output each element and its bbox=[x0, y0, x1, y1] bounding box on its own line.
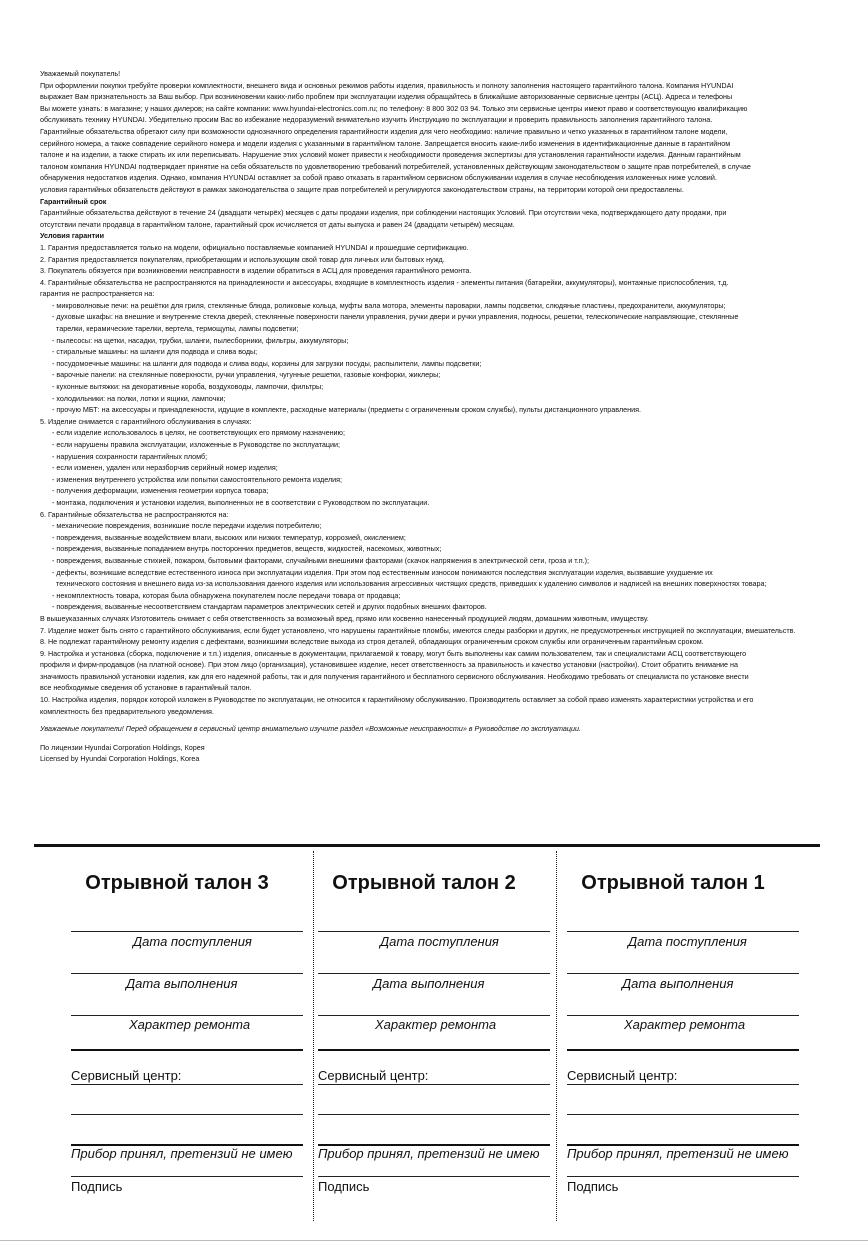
line-completed bbox=[318, 973, 550, 974]
text-line: - варочные панели: на стеклянные поверхности, ручки управления, чугунные решетки, газовые конфорки, жиклеры; bbox=[52, 370, 441, 380]
label-accepted: Прибор принял, претензий не имею bbox=[567, 1146, 789, 1161]
text-line: гарантия не распространяется на: bbox=[40, 289, 155, 299]
text-line: 3. Покупатель обязуется при возникновении неисправности в изделии обратиться в АСЦ для проведения гарантийного ремонта. bbox=[40, 266, 472, 276]
label-repair-type: Характер ремонта bbox=[624, 1017, 746, 1032]
text-line: - стиральные машины: на шланги для подвода и слива воды; bbox=[52, 347, 258, 357]
text-line: выражает Вам признательность за Ваш выбор. При возникновении каких-либо проблем при эксплуатации изделия обращайтесь в ближайшие авторизованные сервисные центры (АСЦ). Адреса и телефоны bbox=[40, 92, 733, 102]
text-line: обнаружения недостатков изделия. Однако, компания HYUNDAI оставляет за собой право отказать в гарантийном сервисном обслуживании изделия в случае несоблюдения изложенных ниже условий. bbox=[40, 173, 717, 183]
line-service-1 bbox=[567, 1084, 799, 1085]
line-service-2 bbox=[567, 1114, 799, 1115]
text-line: Уважаемые покупатели! Перед обращением в сервисный центр внимательно изучите раздел «Возможные неисправности» в Руководстве по эксплуатации. bbox=[40, 724, 581, 734]
text-line: - повреждения, вызванные воздействием влаги, высоких или низких температур, коррозией, окислением; bbox=[52, 532, 406, 542]
text-line: - повреждения, вызванные несоответствием стандартам параметров электрических сетей и других подобных внешних факторов. bbox=[52, 602, 487, 612]
label-received-date: Дата поступления bbox=[380, 934, 499, 949]
text-line: талоном компания HYUNDAI подтверждает принятие на себя обязательств по удовлетворению требований потребителей, установленных действующим законодательством о защите прав потребителей, в случае bbox=[40, 161, 751, 171]
text-line: - пылесосы: на щетки, насадки, трубки, шланги, пылесборники, фильтры, аккумуляторы; bbox=[52, 335, 349, 345]
text-line: - духовые шкафы: на внешние и внутренние стекла дверей, стеклянные поверхности панели управления, ручки двери и ручки управления, подносы, решетки, телескопические направляющие, стеклянные bbox=[52, 312, 739, 322]
text-line: - некомплектность товара, которая была обнаружена покупателем после передачи товара от продавца; bbox=[52, 590, 401, 600]
text-line: - механические повреждения, возникшие после передачи изделия потребителю; bbox=[52, 521, 322, 531]
line-service-1 bbox=[318, 1084, 550, 1085]
line-signature bbox=[318, 1176, 550, 1177]
label-completed-date: Дата выполнения bbox=[622, 976, 734, 991]
text-line: Гарантийный срок bbox=[40, 196, 107, 206]
text-line: Уважаемый покупатель! bbox=[40, 69, 121, 78]
text-line: - если нарушены правила эксплуатации, изложенные в Руководстве по эксплуатации; bbox=[52, 440, 341, 449]
label-received-date: Дата поступления bbox=[133, 934, 252, 949]
text-line: профиля и фирм-продавцов (на платной основе). При этом лицо (организация), установившее изделие, несет ответственность за правильность и качество установки (настройки). Стоит обратить внимание на bbox=[40, 660, 739, 670]
text-line: - получения деформации, изменения геометрии корпуса товара; bbox=[52, 486, 269, 496]
text-line: - изменения внутреннего устройства или попытки самостоятельного ремонта изделия; bbox=[52, 474, 343, 484]
text-line: серийного номера, а также совпадение серийного номера и модели изделия с указанными в гарантийном талоне. Запрещается вносить какие-либо изменения в идентификационные данные в гарантийном bbox=[40, 138, 731, 148]
text-line: - повреждения, вызванные попаданием внутрь посторонних предметов, веществ, жидкостей, насекомых, животных; bbox=[52, 544, 442, 554]
label-accepted: Прибор принял, претензий не имею bbox=[318, 1146, 540, 1161]
stub-title: Отрывной талон 2 bbox=[332, 872, 516, 894]
label-accepted: Прибор принял, претензий не имею bbox=[71, 1146, 293, 1161]
line-received bbox=[71, 931, 303, 932]
text-line: Гарантийные обязательства обретают силу при возможности однозначного определения гарантийности изделия для чего необходимо: наличие правильно и четко указанных в гарантийном талоне модели, bbox=[40, 126, 728, 136]
text-line: тарелки, керамические тарелки, вертела, термощупы, лампы подсветки; bbox=[56, 324, 299, 334]
text-line: 9. Настройка и установка (сборка, подключение и т.п.) изделия, описанные в документации, прилагаемой к товару, могут быть выполнены как самим пользователем, так и специалистами АСЦ соответствующего bbox=[40, 648, 747, 658]
line-service-top bbox=[567, 1049, 799, 1051]
text-line: условия гарантийных обязательств действуют в рамках законодательства о защите прав потребителей и регулируются законодательством страны, на территории которой они предоставлены. bbox=[40, 184, 684, 194]
line-service-1 bbox=[71, 1084, 303, 1085]
tear-off-stub-2 bbox=[318, 868, 550, 1194]
text-line: все необходимые сведения об установке в гарантийный талон. bbox=[40, 683, 252, 693]
text-line: 1. Гарантия предоставляется только на модели, официально поставляемые компанией HYUNDAI и прошедшие сертификацию. bbox=[40, 242, 469, 252]
text-line: значимость правильной установки изделия, как для его надежной работы, так и для получения гарантийного и бесплатного сервисного обслуживания. Необходимо требовать от специалиста по установке внести bbox=[40, 671, 749, 681]
text-line: Licensed by Hyundai Corporation Holdings, Korea bbox=[40, 754, 200, 764]
label-signature: Подпись bbox=[71, 1179, 123, 1194]
text-line: По лицензии Hyundai Corporation Holdings, Корея bbox=[40, 742, 205, 752]
warranty-terms-text bbox=[40, 68, 818, 765]
line-completed bbox=[567, 973, 799, 974]
text-line: талоне и на изделии, а также стирать их или переписывать. Нарушение этих условий может привести к необходимости проведения экспертизы для установления гарантийности изделия. Данным гарантийным bbox=[40, 150, 741, 160]
text-line: - если изменен, удален или неразборчив серийный номер изделия; bbox=[52, 463, 278, 473]
label-signature: Подпись bbox=[318, 1179, 370, 1194]
line-repair bbox=[318, 1015, 550, 1016]
text-line: 2. Гарантия предоставляется покупателям, приобретающим и использующим свой товар для личных или бытовых нужд. bbox=[40, 254, 445, 264]
line-service-2 bbox=[71, 1114, 303, 1115]
text-line: - повреждения, вызванные стихией, пожаром, бытовыми факторами, случайными внешними факторами (скачок напряжения в электрической сети, гроза и т.п.); bbox=[52, 555, 590, 565]
text-line: комплектность без предварительного уведомления. bbox=[40, 706, 214, 716]
tear-off-stub-1 bbox=[567, 868, 799, 1194]
line-signature bbox=[567, 1176, 799, 1177]
label-service-center: Сервисный центр: bbox=[71, 1068, 182, 1083]
text-line: - если изделие использовалось в целях, не соответствующих его прямому назначению; bbox=[52, 428, 345, 438]
text-line: технического состояния и внешнего вида из-за использования данного изделия или использования агрессивных чистящих средств, приведших к удалению символов и надписей на внешних поверхностях товара; bbox=[56, 579, 767, 589]
text-line: 10. Настройка изделия, порядок которой изложен в Руководстве по эксплуатации, не относится к гарантийному обслуживанию. Производитель оставляет за собой право изменять характеристики устройства и его bbox=[40, 695, 754, 705]
text-line: 8. Не подлежат гарантийному ремонту изделия с дефектами, возникшими вследствие выхода из строя деталей, обладающих ограниченным сроком службы или ограниченным гарантийным сроком. bbox=[40, 637, 704, 647]
line-completed bbox=[71, 973, 303, 974]
text-line: Условия гарантии bbox=[40, 231, 104, 241]
text-line: - дефекты, возникшие вследствие естественного износа при эксплуатации изделия. При этом под естественным износом понимаются последствия эксплуатации изделия, вызвавшие ухудшение их bbox=[52, 567, 713, 577]
text-line: - прочую МБТ: на аксессуары и принадлежности, идущие в комплекте, расходные материалы (предметы с ограниченным сроком службы), пульты дистанционного управления. bbox=[52, 405, 642, 415]
page-bottom-rule bbox=[0, 1240, 868, 1241]
text-line: отсутствии печати продавца в гарантийном талоне, гарантийный срок исчисляется от даты выпуска и равен 24 (двадцати четырём) месяцам. bbox=[40, 219, 515, 229]
text-line: 5. Изделие снимается с гарантийного обслуживания в случаях: bbox=[40, 416, 252, 426]
text-line: - холодильники: на полки, лотки и ящики, лампочки; bbox=[52, 393, 226, 403]
text-line: 4. Гарантийные обязательства не распространяются на принадлежности и аксессуары, входящие в комплектность изделия - элементы питания (батарейки, аккумуляторы), монтажные приспособления, т.д. bbox=[40, 277, 729, 287]
text-line: При оформлении покупки требуйте проверки комплектности, внешнего вида и основных режимов работы изделия, правильность и полноту заполнения настоящего гарантийного талона. Компания HYUNDAI bbox=[40, 80, 734, 90]
text-line: 7. Изделие может быть снято с гарантийного обслуживания, если будет установлено, что нарушены гарантийные пломбы, имеются следы разборки и других, не предусмотренных инструкцией по эксплуатации, вмешательств. bbox=[40, 625, 796, 635]
text-line: - микроволновые печи: на решётки для гриля, стеклянные блюда, роликовые кольца, муфты вала мотора, элементы пароварки, лампы подсветки, слюдяные пластины, предохранители, аккумуляторы; bbox=[52, 300, 726, 310]
stub-title: Отрывной талон 1 bbox=[581, 872, 765, 894]
text-line: - кухонные вытяжки: на декоративные короба, воздуховоды, лампочки, фильтры; bbox=[52, 382, 324, 392]
text-line: 6. Гарантийные обязательства не распространяются на: bbox=[40, 509, 229, 519]
label-service-center: Сервисный центр: bbox=[318, 1068, 429, 1083]
text-line: Гарантийные обязательства действуют в течение 24 (двадцати четырёх) месяцев с даты продажи изделия, при соблюдении настоящих Условий. При отсутствии чека, подтверждающего дату продажи, при bbox=[40, 208, 727, 218]
line-service-top bbox=[71, 1049, 303, 1051]
line-service-top bbox=[318, 1049, 550, 1051]
perforation-line-2 bbox=[556, 851, 557, 1221]
label-completed-date: Дата выполнения bbox=[373, 976, 485, 991]
text-line: Вы можете узнать: в магазине; у наших дилеров; на сайте компании: www.hyundai-electronics.com.ru; по телефону: 8 800 302 03 94. Только эти сервисные центры имеют право и соответствующую квалификацию bbox=[40, 103, 748, 113]
text-line: В вышеуказанных случаях Изготовитель снимает с себя ответственность за возможный вред, прямо или косвенно нанесенный продукцией людям, домашним животным, имуществу. bbox=[40, 613, 649, 623]
text-line: - посудомоечные машины: на шланги для подвода и слива воды, корзины для загрузки посуды, распылители, лампы подсветки; bbox=[52, 358, 482, 368]
line-received bbox=[318, 931, 550, 932]
label-service-center: Сервисный центр: bbox=[567, 1068, 678, 1083]
stub-title: Отрывной талон 3 bbox=[85, 872, 269, 894]
tear-off-stub-3 bbox=[71, 868, 303, 1194]
label-repair-type: Характер ремонта bbox=[375, 1017, 497, 1032]
cut-line-top bbox=[34, 844, 820, 847]
text-line: обслуживать технику HYUNDAI. Убедительно просим Вас во избежание недоразумений внимательно изучить Инструкцию по эксплуатации и проверить правильность заполнения гарантийного талона. bbox=[40, 115, 713, 125]
text-line: - нарушения сохранности гарантийных пломб; bbox=[52, 451, 208, 461]
line-service-2 bbox=[318, 1114, 550, 1115]
line-signature bbox=[71, 1176, 303, 1177]
label-received-date: Дата поступления bbox=[628, 934, 747, 949]
label-signature: Подпись bbox=[567, 1179, 619, 1194]
line-repair bbox=[567, 1015, 799, 1016]
label-repair-type: Характер ремонта bbox=[129, 1017, 251, 1032]
label-completed-date: Дата выполнения bbox=[126, 976, 238, 991]
text-line: - монтажа, подключения и установки изделия, выполненных не в соответствии с Руководством по эксплуатации. bbox=[52, 497, 430, 507]
perforation-line-1 bbox=[313, 851, 314, 1221]
line-repair bbox=[71, 1015, 303, 1016]
line-received bbox=[567, 931, 799, 932]
